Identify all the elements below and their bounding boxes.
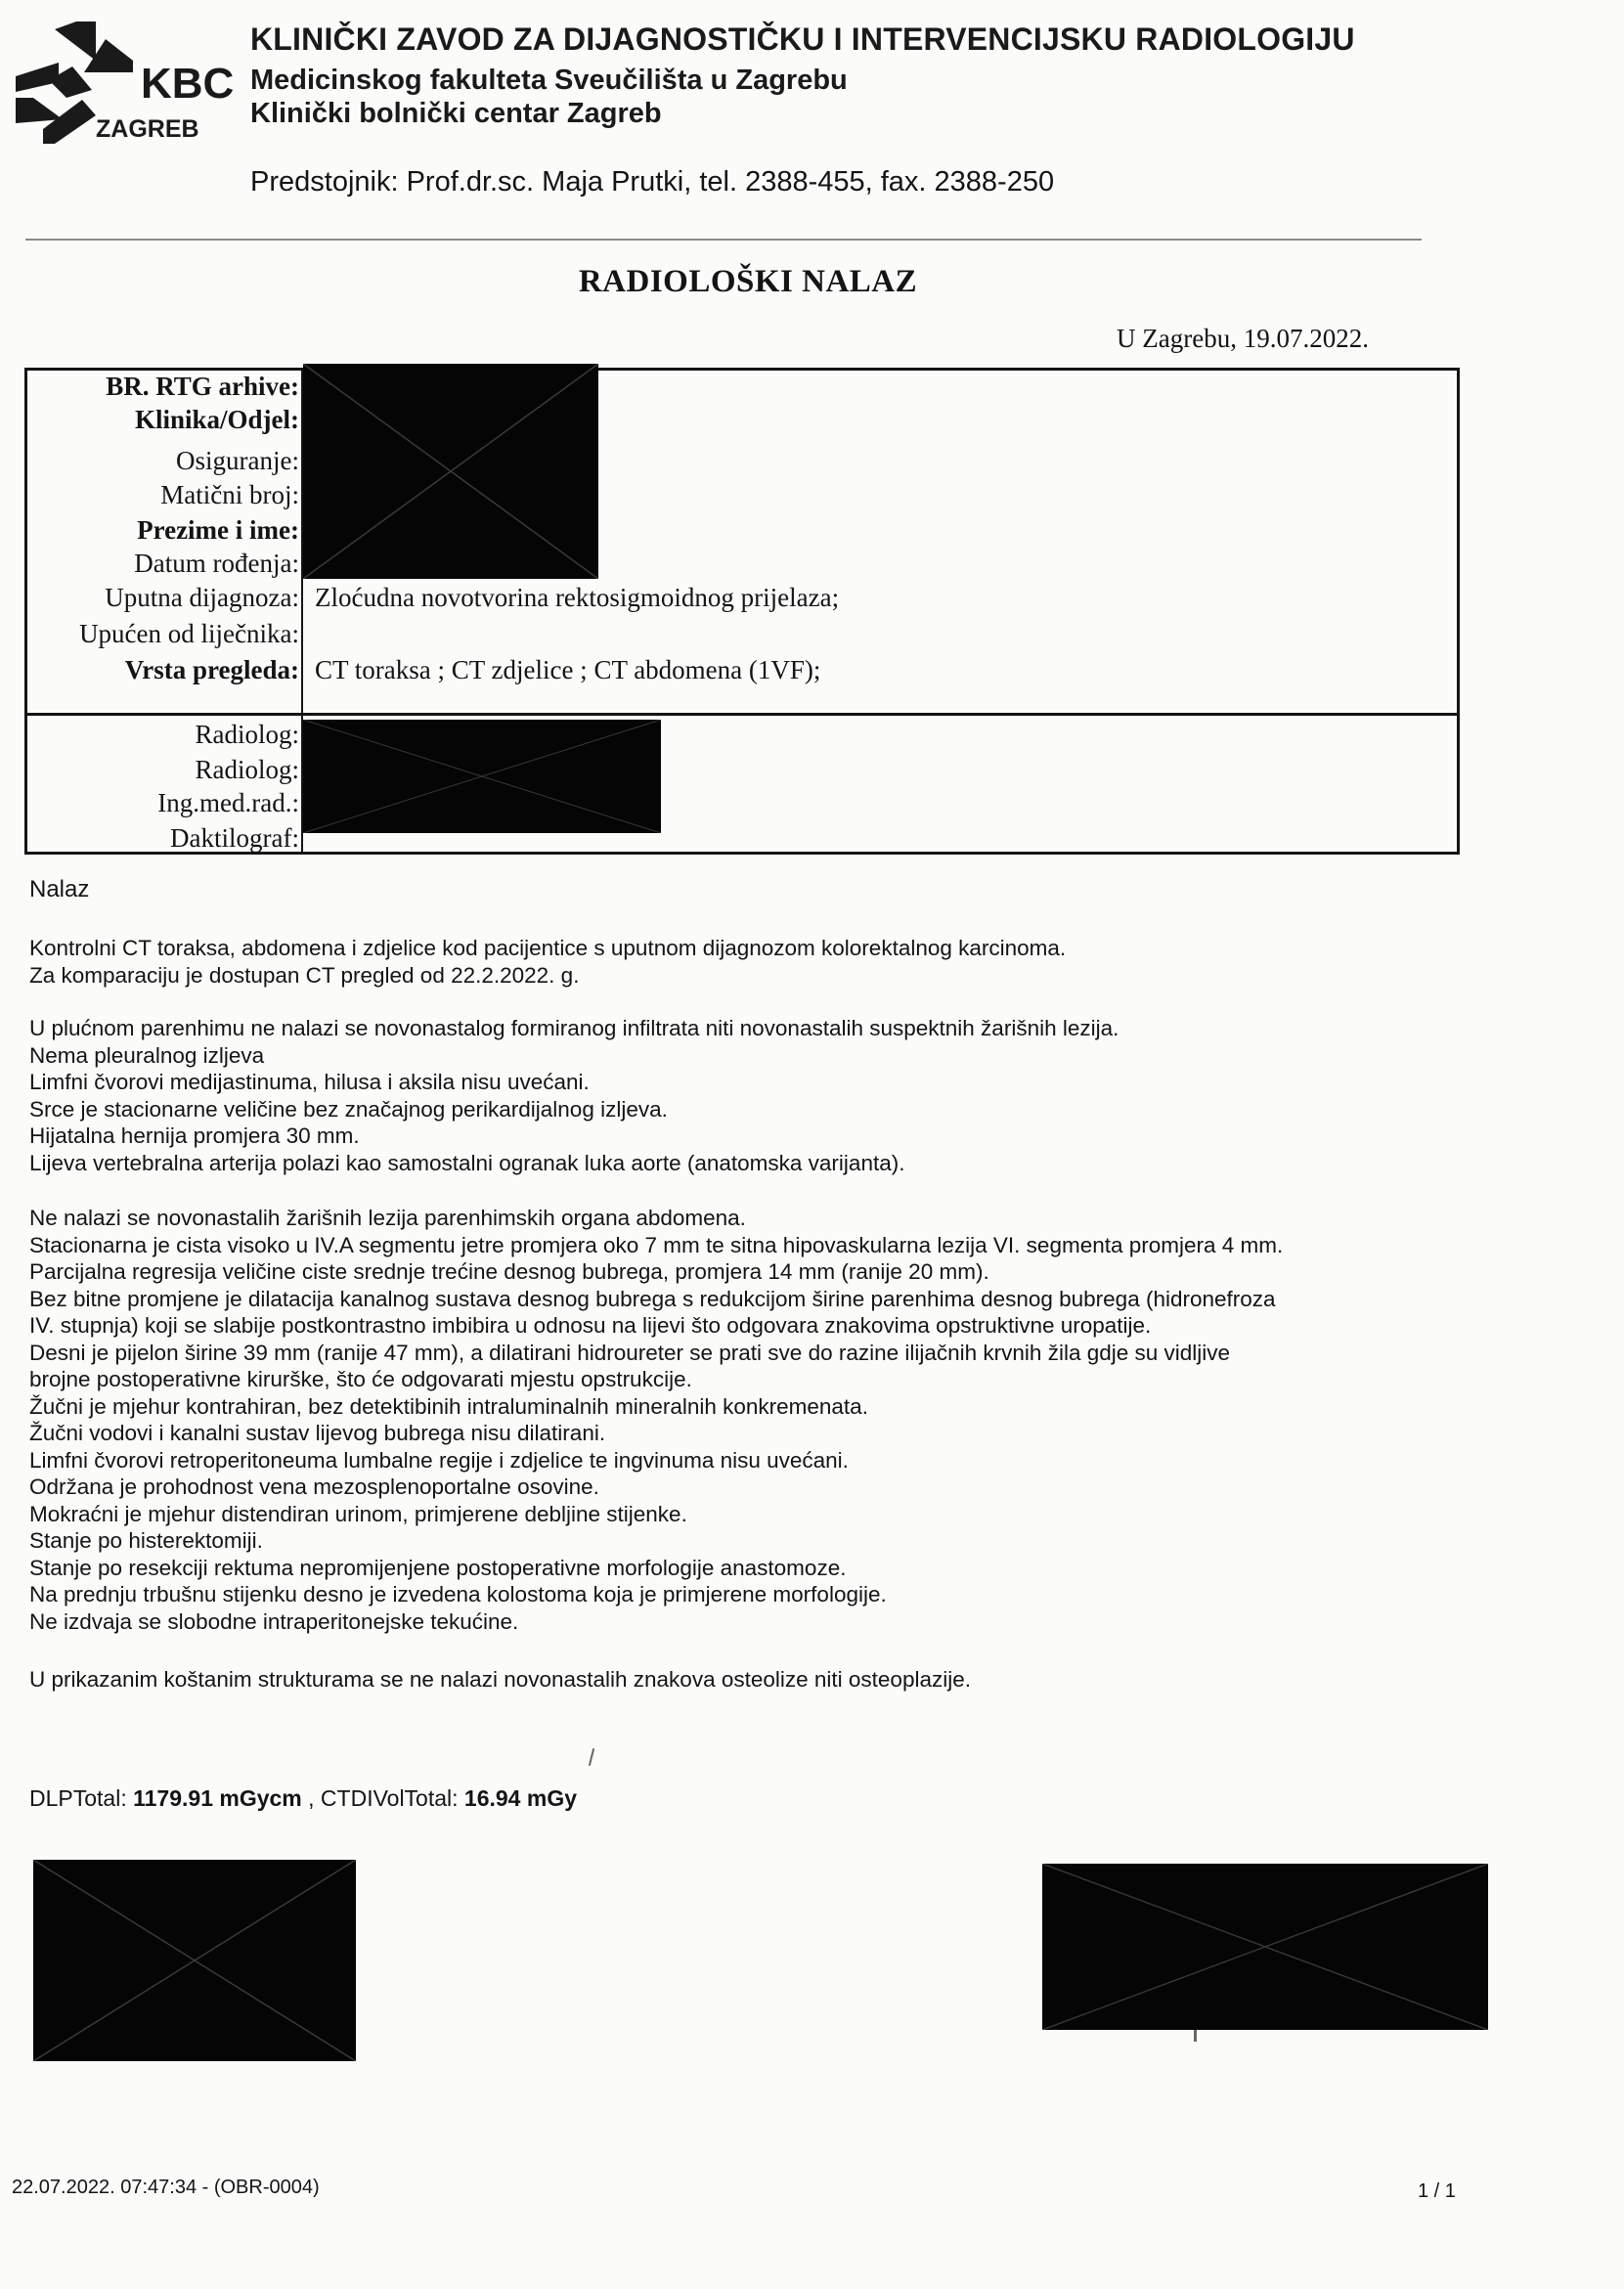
referral-diagnosis-value: Zloćudna novotvorina rektosigmoidnog prijelaza;: [315, 583, 840, 612]
label-clinic-department: Klinika/Odjel:: [134, 405, 299, 434]
label-referring-physician: Upućen od liječnika:: [79, 619, 299, 648]
redacted-patient-details: [303, 364, 598, 579]
institution-hospital: Klinički bolnički centar Zagreb: [250, 98, 662, 129]
label-registration-number: Matični broj:: [160, 480, 299, 509]
department-head-line: Predstojnik: Prof.dr.sc. Maja Prutki, tel. 2388-455, fax. 2388-250: [250, 166, 1055, 198]
redacted-staff-names: [303, 720, 661, 833]
findings-line: Stanje po resekciji rektuma nepromijenjene postoperativne morfologije anastomoze.: [29, 1555, 847, 1580]
findings-line: Žučni vodovi i kanalni sustav lijevog bubrega nisu dilatirani.: [29, 1421, 606, 1445]
logo-kbc-text: KBC: [141, 60, 235, 108]
findings-line: Ne izdvaja se slobodne intraperitonejske tekućine.: [29, 1608, 519, 1634]
institution-name: KLINIČKI ZAVOD ZA DIJAGNOSTIČKU I INTERVENCIJSKU RADIOLOGIJU: [250, 22, 1355, 57]
findings-line: Limfni čvorovi retroperitoneuma lumbalne regije i zdjelice te ingvinuma nisu uvećani.: [29, 1447, 849, 1473]
findings-line: brojne postoperativne kirurške, što će odgovarati mjestu opstrukcije.: [29, 1367, 692, 1391]
ctdi-value: 16.94 mGy: [463, 1785, 578, 1811]
pen-mark: [589, 1748, 594, 1766]
findings-line: Desni je pijelon širine 39 mm (ranije 47 mm), a dilatirani hidroureter se prati sve do razine ilijačnih krvnih žila gdje su vidljive: [29, 1340, 1231, 1365]
print-timestamp: 22.07.2022. 07:47:34 - (OBR-0004): [12, 2177, 320, 2198]
findings-line: Žučni je mjehur kontrahiran, bez detektibinih intraluminalnih mineralnih konkremenata.: [29, 1393, 868, 1419]
redacted-signature-right: [1042, 1864, 1488, 2030]
page-number: 1 / 1: [1418, 2180, 1456, 2202]
findings-line: Limfni čvorovi medijastinuma, hilusa i aksila nisu uvećani.: [29, 1070, 590, 1094]
label-exam-type: Vrsta pregleda:: [124, 655, 299, 684]
ctdi-label: CTDIVolTotal:: [320, 1785, 464, 1811]
findings-paragraph-bones: [29, 1666, 1447, 1694]
label-patient-name: Prezime i ime:: [137, 515, 299, 545]
label-radiologist-2: Radiolog:: [195, 755, 299, 784]
findings-line: Bez bitne promjene je dilatacija kanalnog sustava desnog bubrega s redukcijom širine parenhima desnog bubrega (hidronefroza: [29, 1286, 1276, 1311]
label-date-of-birth: Datum rođenja:: [134, 549, 299, 578]
document-title: RADIOLOŠKI NALAZ: [578, 264, 918, 299]
findings-line: Stacionarna je cista visoko u IV.A segmentu jetre promjera oko 7 mm te sitna hipovaskularna lezija VI. segmenta promjera 4 mm.: [29, 1232, 1284, 1257]
kbc-zagreb-logo: [16, 22, 236, 144]
findings-line: Lijeva vertebralna arterija polazi kao samostalni ogranak luka aorte (anatomska varijanta).: [29, 1150, 905, 1175]
findings-paragraph-intro: [29, 935, 1447, 989]
radiation-dose: [29, 1785, 577, 1812]
label-radiology-engineer: Ing.med.rad.:: [157, 788, 299, 817]
label-typist: Daktilograf:: [170, 823, 299, 853]
findings-title: Nalaz: [29, 876, 90, 902]
logo-zagreb-text: ZAGREB: [96, 115, 199, 143]
findings-paragraph-abdomen: [29, 1205, 1447, 1635]
findings-line: Stanje po histerektomiji.: [29, 1528, 263, 1553]
findings-line: IV. stupnja) koji se slabije postkontrastno imbibira u odnosu na lijevi što odgovara znakovima opstruktivne uropatije.: [29, 1313, 1152, 1338]
dlp-value: 1179.91 mGycm: [133, 1785, 302, 1811]
findings-line: Održana je prohodnost vena mezosplenoportalne osovine.: [29, 1475, 599, 1499]
dose-separator: ,: [301, 1785, 321, 1811]
label-radiologist: Radiolog:: [195, 720, 299, 749]
findings-line: Hijatalna hernija promjera 30 mm.: [29, 1123, 360, 1148]
findings-line: Za komparaciju je dostupan CT pregled od 22.2.2022. g.: [29, 962, 580, 988]
findings-line: Kontrolni CT toraksa, abdomena i zdjelice kod pacijentice s uputnom dijagnozom kolorektalnog karcinoma.: [29, 936, 1067, 960]
findings-line: Nema pleuralnog izljeva: [29, 1042, 265, 1068]
exam-type-value: CT toraksa ; CT zdjelice ; CT abdomena (1VF);: [315, 655, 821, 684]
findings-line: Mokraćni je mjehur distendiran urinom, primjerene debljine stijenke.: [29, 1501, 687, 1526]
findings-line: U plućnom parenhimu ne nalazi se novonastalog formiranog infiltrata niti novonastalih suspektnih žarišnih lezija.: [29, 1016, 1119, 1040]
header-divider: [25, 239, 1422, 241]
findings-line: Na prednju trbušnu stijenku desno je izvedena kolostoma koja je primjerene morfologije.: [29, 1582, 887, 1607]
institution-faculty: Medicinskog fakulteta Sveučilišta u Zagrebu: [250, 65, 848, 96]
redacted-signature-left: [33, 1860, 356, 2061]
label-insurance: Osiguranje:: [176, 446, 299, 475]
findings-line: Srce je stacionarne veličine bez značajnog perikardijalnog izljeva.: [29, 1096, 668, 1122]
findings-paragraph-thorax: [29, 1015, 1447, 1176]
label-referral-diagnosis: Uputna dijagnoza:: [105, 583, 299, 612]
findings-line: Parcijalna regresija veličine ciste srednje trećine desnog bubrega, promjera 14 mm (ranije 20 mm).: [29, 1259, 989, 1284]
place-date: U Zagrebu, 19.07.2022.: [1117, 324, 1369, 353]
label-archive-number: BR. RTG arhive:: [106, 372, 299, 401]
pen-mark: [1194, 2030, 1197, 2042]
dlp-label: DLPTotal:: [29, 1785, 134, 1811]
findings-line: Ne nalazi se novonastalih žarišnih lezija parenhimskih organa abdomena.: [29, 1206, 746, 1230]
findings-line: U prikazanim koštanim strukturama se ne nalazi novonastalih znakova osteolize niti osteoplazije.: [29, 1667, 971, 1692]
